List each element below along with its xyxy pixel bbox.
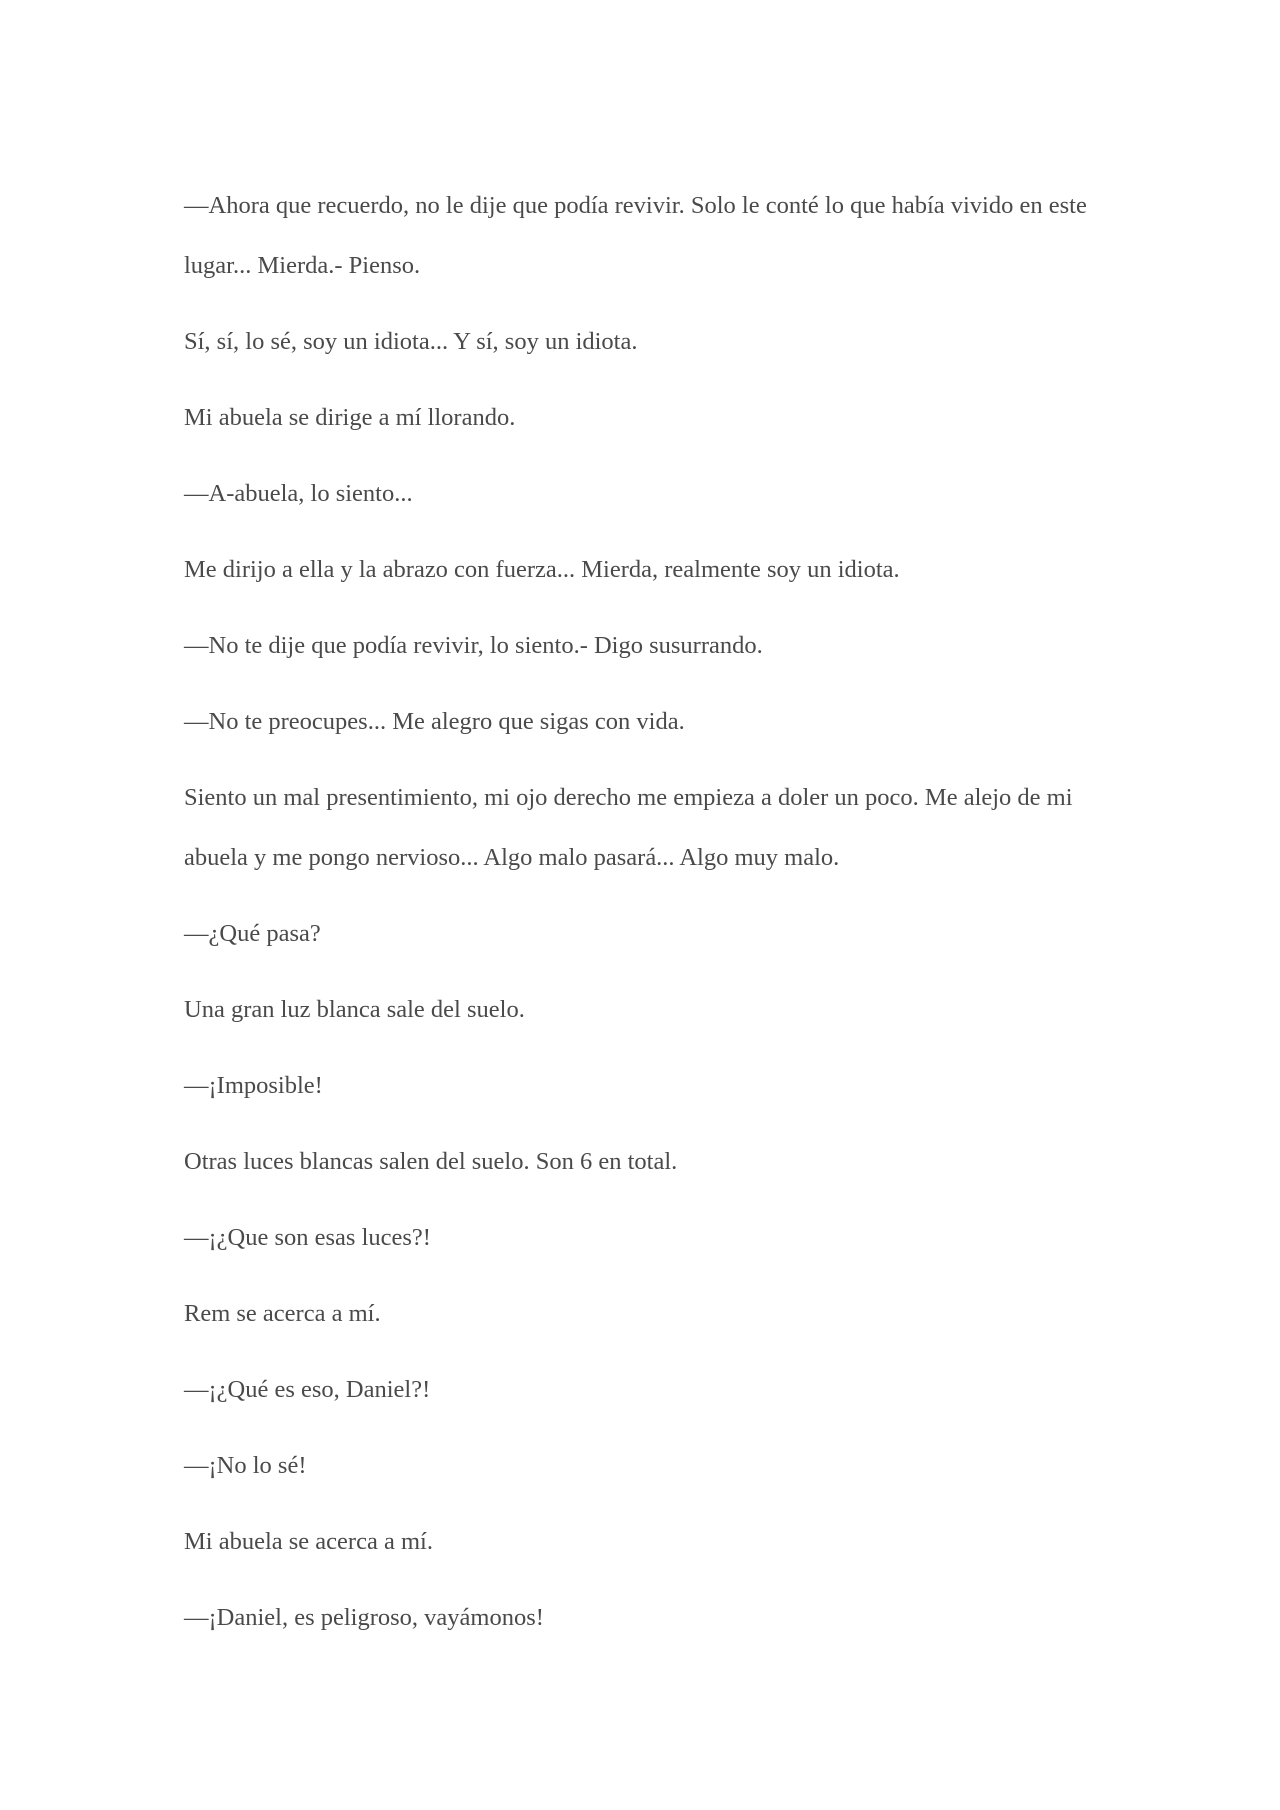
story-text bbox=[184, 176, 1104, 1664]
paragraph-10: Una gran luz blanca sale del suelo. bbox=[184, 996, 525, 1023]
paragraph-8: Siento un mal presentimiento, mi ojo derecho me empieza a doler un poco. Me alejo de mi abuela y me pongo nervioso... Algo malo pasará... Algo muy malo. bbox=[184, 784, 1073, 871]
paragraph-13: —¡¿Que son esas luces?! bbox=[184, 1224, 431, 1251]
paragraph-4: —A-abuela, lo siento... bbox=[184, 480, 413, 507]
paragraph-15: —¡¿Qué es eso, Daniel?! bbox=[184, 1376, 431, 1403]
paragraph-16: —¡No lo sé! bbox=[184, 1452, 307, 1479]
paragraph-12: Otras luces blancas salen del suelo. Son 6 en total. bbox=[184, 1148, 678, 1175]
paragraph-18: —¡Daniel, es peligroso, vayámonos! bbox=[184, 1604, 544, 1631]
paragraph-2: Sí, sí, lo sé, soy un idiota... Y sí, soy un idiota. bbox=[184, 328, 638, 355]
paragraph-14: Rem se acerca a mí. bbox=[184, 1300, 381, 1327]
paragraph-17: Mi abuela se acerca a mí. bbox=[184, 1528, 433, 1555]
paragraph-7: —No te preocupes... Me alegro que sigas con vida. bbox=[184, 708, 685, 735]
paragraph-3: Mi abuela se dirige a mí llorando. bbox=[184, 404, 516, 431]
paragraph-1: —Ahora que recuerdo, no le dije que podía revivir. Solo le conté lo que había vivido en este lugar... Mierda.- Pienso. bbox=[184, 192, 1087, 279]
paragraph-9: —¿Qué pasa? bbox=[184, 920, 321, 947]
paragraph-6: —No te dije que podía revivir, lo siento.- Digo susurrando. bbox=[184, 632, 763, 659]
paragraph-5: Me dirijo a ella y la abrazo con fuerza... Mierda, realmente soy un idiota. bbox=[184, 556, 900, 583]
paragraph-11: —¡Imposible! bbox=[184, 1072, 323, 1099]
